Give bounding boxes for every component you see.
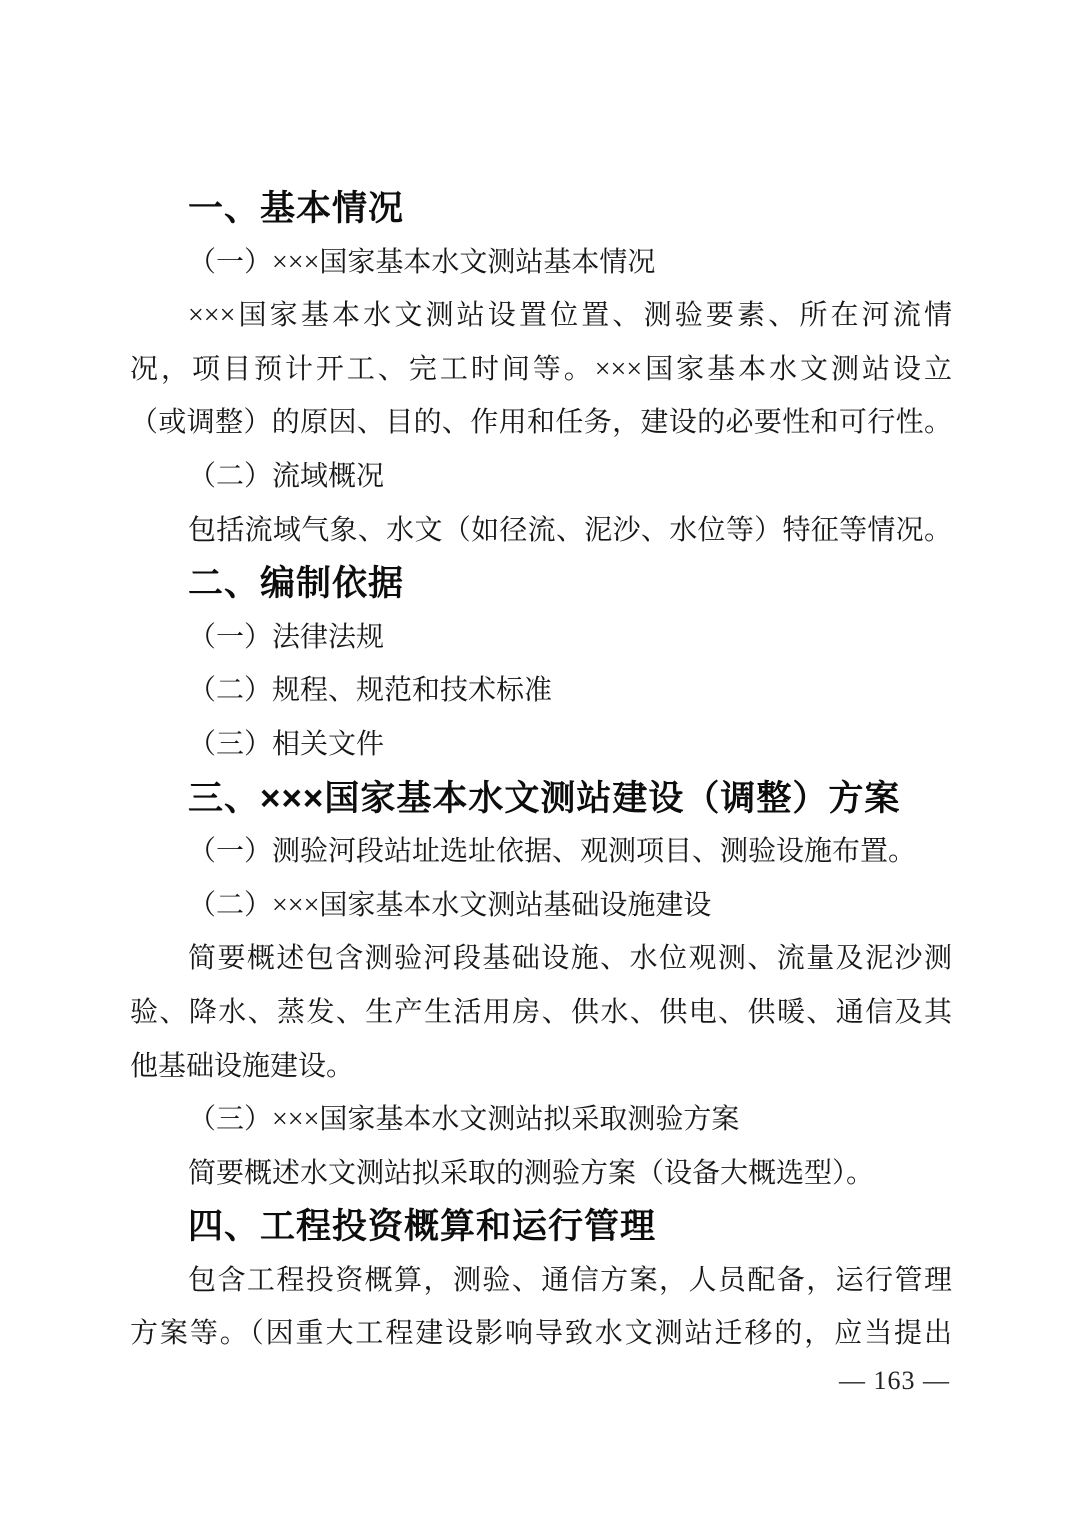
text-line: ×××国家基本水文测站设置位置、测验要素、所在河流情 xyxy=(188,300,952,332)
text-line: 简要概述水文测站拟采取的测验方案（设备大概选型）。 xyxy=(188,1157,875,1189)
text-line: （二）流域概况 xyxy=(188,460,385,492)
text-line: （三）×××国家基本水文测站拟采取测验方案 xyxy=(188,1104,740,1136)
section-heading: 一、基本情况 xyxy=(188,189,405,228)
text-line: （一）×××国家基本水文测站基本情况 xyxy=(188,246,656,278)
text-line: （一）测验河段站址选址依据、观测项目、测验设施布置。 xyxy=(188,836,917,868)
text-line: （或调整）的原因、目的、作用和任务，建设的必要性和可行性。 xyxy=(130,407,952,439)
section-heading: 三、×××国家基本水文测站建设（调整）方案 xyxy=(188,778,901,818)
text-line: （一）法律法规 xyxy=(188,621,385,653)
section-heading: 四、工程投资概算和运行管理 xyxy=(188,1207,657,1247)
text-line: 包含工程投资概算，测验、通信方案，人员配备，运行管理 xyxy=(188,1264,952,1296)
document-content xyxy=(130,182,952,1361)
text-line: 他基础设施建设。 xyxy=(130,1050,355,1082)
text-line: （二）规程、规范和技术标准 xyxy=(188,675,553,707)
section-heading: 二、编制依据 xyxy=(188,564,405,604)
text-line: 况，项目预计开工、完工时间等。×××国家基本水文测站设立 xyxy=(130,353,952,385)
text-line: 验、降水、蒸发、生产生活用房、供水、供电、供暖、通信及其 xyxy=(130,996,952,1028)
text-line: 简要概述包含测验河段基础设施、水位观测、流量及泥沙测 xyxy=(188,943,952,975)
text-line: 方案等。（因重大工程建设影响导致水文测站迁移的，应当提出 xyxy=(130,1318,952,1350)
page-number: — 163 — xyxy=(839,1366,950,1395)
text-line: （三）相关文件 xyxy=(188,728,385,760)
text-line: （二）×××国家基本水文测站基础设施建设 xyxy=(188,889,712,921)
text-line: 包括流域气象、水文（如径流、泥沙、水位等）特征等情况。 xyxy=(188,514,952,546)
